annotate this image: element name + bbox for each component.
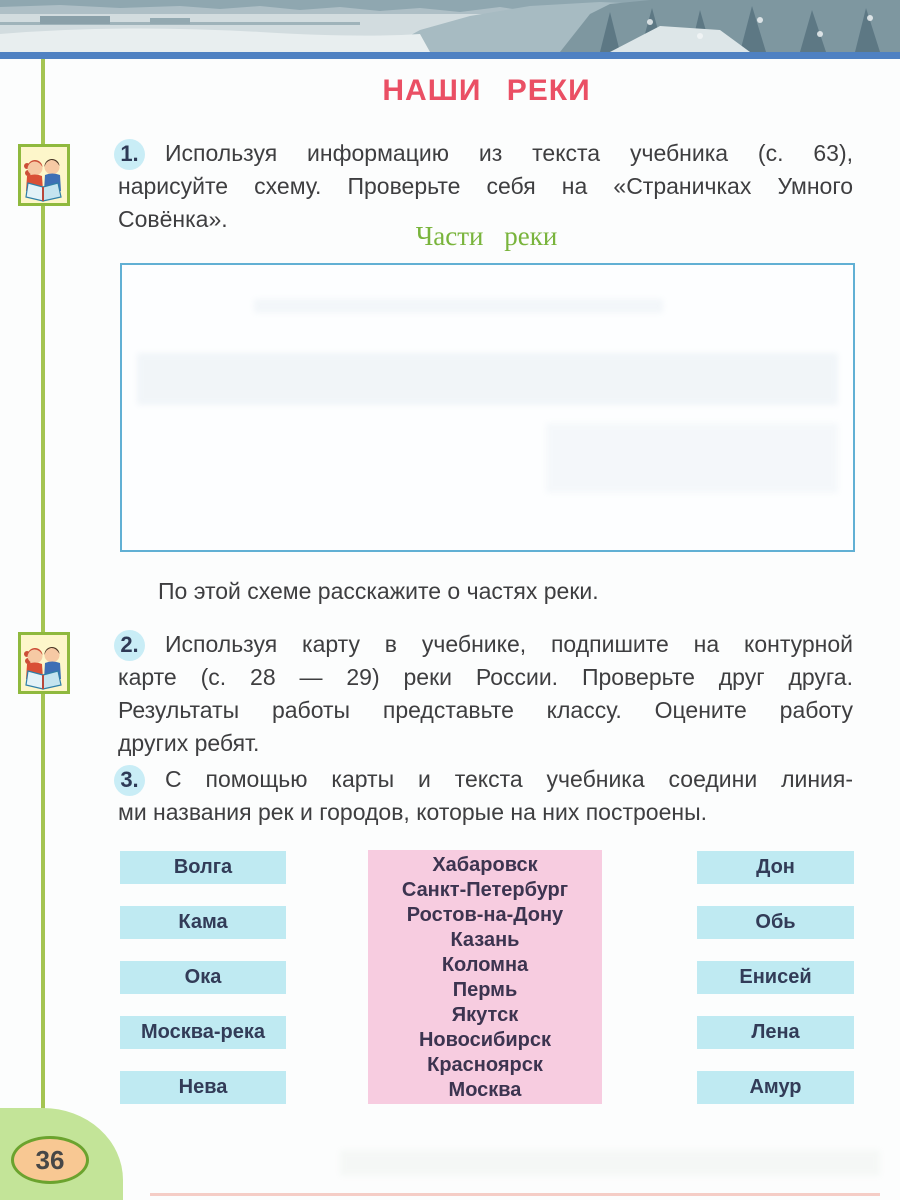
bleed-through-artifact [340, 1150, 880, 1176]
city-label[interactable]: Хабаровск [432, 853, 538, 876]
page-number-badge: 36 [11, 1136, 89, 1184]
task-1-number-badge: 1. [114, 139, 145, 170]
task-text-line: карте (с. 28 — 29) реки России. Проверьте друг друга. [118, 664, 853, 690]
bleed-through-artifact [546, 423, 838, 493]
task-text-line: ми названия рек и городов, которые на них построены. [118, 799, 707, 825]
winter-landscape-image [0, 0, 900, 52]
task-text-line: Используя информацию из текста учебника (с. 63), [165, 140, 853, 166]
river-label-box[interactable]: Кама [120, 906, 286, 939]
children-reading-book-icon [18, 144, 70, 206]
task-text-line: Совёнка». [118, 206, 228, 232]
river-label-box[interactable]: Волга [120, 851, 286, 884]
river-label-box[interactable]: Енисей [697, 961, 854, 994]
page-edge-artifact [150, 1193, 880, 1196]
task-text-line: Результаты работы представьте классу. Оцените работу [118, 697, 853, 723]
header-winter-photo [0, 0, 900, 52]
city-label[interactable]: Казань [450, 928, 520, 951]
city-lines [402, 852, 568, 1102]
schema-note: По этой схеме расскажите о частях реки. [158, 578, 599, 604]
river-label-box[interactable]: Лена [697, 1016, 854, 1049]
city-label[interactable]: Красноярск [427, 1053, 543, 1076]
city-label[interactable]: Москва [448, 1078, 522, 1101]
river-label-box[interactable]: Амур [697, 1071, 854, 1104]
river-label-box[interactable]: Обь [697, 906, 854, 939]
city-label[interactable]: Новосибирск [418, 1028, 552, 1051]
schema-heading: Части реки [415, 221, 558, 251]
city-label[interactable]: Якутск [451, 1003, 519, 1026]
task-2-text [118, 628, 853, 760]
header-divider-bar [0, 52, 900, 59]
right-river-list [697, 851, 854, 1104]
city-label[interactable]: Ростов-на-Дону [406, 903, 564, 926]
city-label[interactable]: Пермь [452, 978, 518, 1001]
task-2 [118, 628, 853, 760]
city-label[interactable]: Коломна [441, 953, 529, 976]
schema-drawing-box[interactable] [120, 263, 855, 552]
city-list-box [368, 850, 602, 1104]
river-label-box[interactable]: Москва-река [120, 1016, 286, 1049]
task-3-number-badge: 3. [114, 765, 145, 796]
river-label-box[interactable]: Нева [120, 1071, 286, 1104]
task-text-line: нарисуйте схему. Проверьте себя на «Страничках Умного [118, 173, 853, 199]
task-3-text [118, 763, 853, 829]
left-river-list [120, 851, 286, 1104]
bleed-through-artifact [137, 353, 839, 405]
city-label[interactable]: Санкт-Петербург [401, 878, 569, 901]
bleed-through-artifact [254, 299, 663, 313]
task-2-number-badge: 2. [114, 630, 145, 661]
river-label-box[interactable]: Ока [120, 961, 286, 994]
task-3 [118, 763, 853, 829]
margin-rule-line [41, 59, 45, 1144]
task-text-line: других ребят. [118, 730, 260, 756]
page-title: НАШИ РЕКИ [382, 74, 591, 107]
children-reading-book-icon [18, 632, 70, 694]
river-label-box[interactable]: Дон [697, 851, 854, 884]
task-text-line: С помощью карты и текста учебника соедини линия- [165, 766, 853, 792]
task-text-line: Используя карту в учебнике, подпишите на контурной [165, 631, 853, 657]
